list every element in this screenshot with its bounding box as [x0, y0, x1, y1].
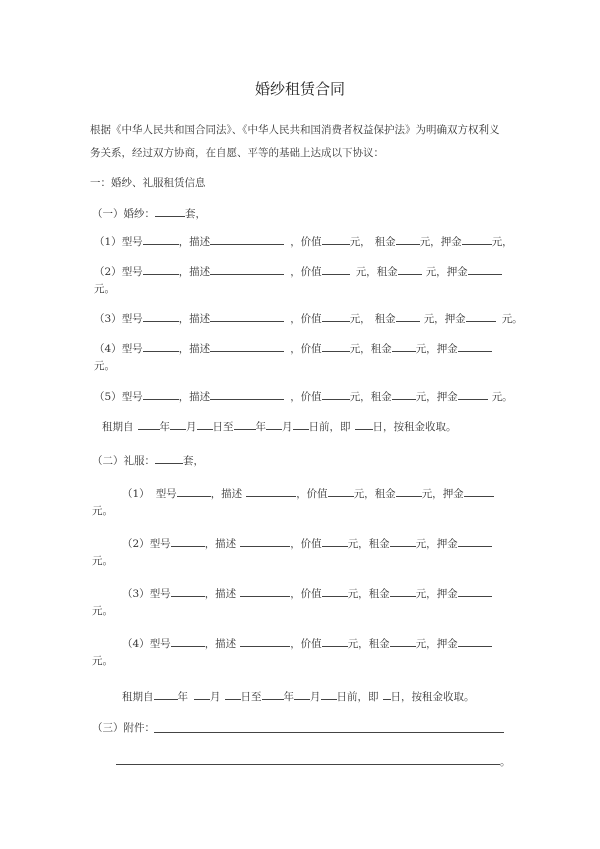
gown-label: （二）礼服： — [92, 455, 155, 467]
desc-blank[interactable] — [240, 635, 290, 647]
desc-blank[interactable] — [210, 263, 284, 275]
wedding-item-5: （5）型号 ，描述 ，价值 元，租金 元，押金 元。 — [94, 388, 513, 404]
deposit-blank[interactable] — [466, 310, 496, 322]
rent-blank[interactable] — [390, 635, 416, 647]
price-blank[interactable] — [322, 535, 348, 547]
wedding-label: （一）婚纱： — [92, 208, 155, 220]
desc-blank[interactable] — [210, 310, 284, 322]
gown-count-blank[interactable] — [155, 452, 183, 464]
date-blank[interactable] — [234, 418, 256, 430]
gown-item-1: （1） 型号 ，描述 ，价值 元，租金 元，押金 — [122, 485, 494, 501]
date-blank[interactable] — [266, 418, 282, 430]
attachment-label: （三）附件： — [92, 722, 155, 734]
gown-item-3: （3）型号 ，描述 ，价值 元，租金 元，押金 — [122, 585, 492, 601]
desc-blank[interactable] — [240, 585, 290, 597]
wedding-item-2-end: 元。 — [94, 283, 115, 295]
model-blank[interactable] — [171, 585, 205, 597]
gown-item-4-end: 元。 — [92, 655, 113, 667]
wedding-item-4-end: 元。 — [94, 360, 115, 372]
deposit-blank[interactable] — [458, 635, 492, 647]
rent-blank[interactable] — [392, 340, 416, 352]
gown-item-2: （2）型号 ，描述 ，价值 元，租金 元，押金 — [122, 535, 492, 551]
date-blank[interactable] — [293, 418, 309, 430]
wedding-count-blank[interactable] — [155, 205, 185, 217]
days-blank[interactable] — [383, 688, 391, 700]
date-blank[interactable] — [194, 688, 210, 700]
rent-blank[interactable] — [396, 233, 420, 245]
wedding-rental-period: 租期自 年 月 日至 年 月 日前，即 日，按租金收取。 — [102, 418, 457, 434]
price-blank[interactable] — [322, 585, 348, 597]
deposit-blank[interactable] — [458, 585, 492, 597]
deposit-blank[interactable] — [458, 535, 492, 547]
price-blank[interactable] — [322, 233, 350, 245]
wedding-item-1: （1）型号 ，描述 ，价值 元， 租金 元，押金 元， — [94, 233, 513, 249]
section-heading: 一：婚纱、礼服租赁信息 — [90, 177, 206, 189]
model-blank[interactable] — [143, 340, 179, 352]
model-blank[interactable] — [171, 635, 205, 647]
rent-blank[interactable] — [396, 485, 422, 497]
attachment-end: 。 — [500, 756, 511, 768]
rent-blank[interactable] — [398, 263, 422, 275]
price-blank[interactable] — [322, 388, 350, 400]
desc-blank[interactable] — [210, 340, 284, 352]
desc-blank[interactable] — [210, 388, 284, 400]
gown-item-4: （4）型号 ，描述 ，价值 元，租金 元，押金 — [122, 635, 492, 651]
gown-count: （二）礼服： 套， — [92, 452, 204, 468]
attachment-blank[interactable] — [154, 721, 504, 733]
price-blank[interactable] — [322, 340, 350, 352]
model-blank[interactable] — [143, 233, 179, 245]
gown-item-1-end: 元。 — [92, 505, 113, 517]
date-blank[interactable] — [197, 418, 213, 430]
model-blank[interactable] — [143, 310, 179, 322]
gown-rental-period: 租期自 年 月 日至 年 月 日前，即 日，按租金收取。 — [122, 688, 475, 704]
rent-blank[interactable] — [390, 535, 416, 547]
price-blank[interactable] — [322, 635, 348, 647]
preamble-line-1: 根据《中华人民共和国合同法》、《中华人民共和国消费者权益保护法》为明确双方权利义 — [90, 124, 500, 136]
date-blank[interactable] — [170, 418, 186, 430]
deposit-blank[interactable] — [458, 340, 492, 352]
date-blank[interactable] — [294, 688, 310, 700]
date-blank[interactable] — [321, 688, 337, 700]
model-blank[interactable] — [171, 535, 205, 547]
rent-blank[interactable] — [396, 310, 420, 322]
price-blank[interactable] — [322, 263, 350, 275]
date-blank[interactable] — [138, 418, 160, 430]
price-blank[interactable] — [322, 310, 350, 322]
wedding-item-4: （4）型号 ，描述 ，价值 元，租金 元，押金 — [94, 340, 492, 356]
deposit-blank[interactable] — [464, 485, 494, 497]
deposit-blank[interactable] — [468, 263, 502, 275]
date-blank[interactable] — [154, 688, 178, 700]
desc-blank[interactable] — [246, 485, 296, 497]
deposit-blank[interactable] — [458, 388, 488, 400]
model-blank[interactable] — [143, 263, 179, 275]
days-blank[interactable] — [355, 418, 373, 430]
rent-blank[interactable] — [390, 585, 416, 597]
desc-blank[interactable] — [210, 233, 284, 245]
model-blank[interactable] — [143, 388, 179, 400]
date-blank[interactable] — [262, 688, 284, 700]
gown-item-2-end: 元。 — [92, 555, 113, 567]
page-title: 婚纱租赁合同 — [254, 80, 345, 98]
wedding-item-2: （2）型号 ，描述 ，价值 元，租金 元，押金 — [94, 263, 502, 279]
rent-blank[interactable] — [392, 388, 416, 400]
wedding-dress-count: （一）婚纱： 套， — [92, 205, 206, 221]
model-blank[interactable] — [177, 485, 211, 497]
desc-blank[interactable] — [240, 535, 290, 547]
price-blank[interactable] — [328, 485, 354, 497]
date-blank[interactable] — [225, 688, 241, 700]
preamble-line-2: 务关系，经过双方协商，在自愿、平等的基础上达成以下协议： — [90, 147, 384, 159]
gown-item-3-end: 元。 — [92, 605, 113, 617]
wedding-item-3: （3）型号 ，描述 ，价值 元， 租金 元，押金 元。 — [94, 310, 523, 326]
deposit-blank[interactable] — [462, 233, 492, 245]
attachment-blank-2[interactable] — [116, 753, 500, 765]
